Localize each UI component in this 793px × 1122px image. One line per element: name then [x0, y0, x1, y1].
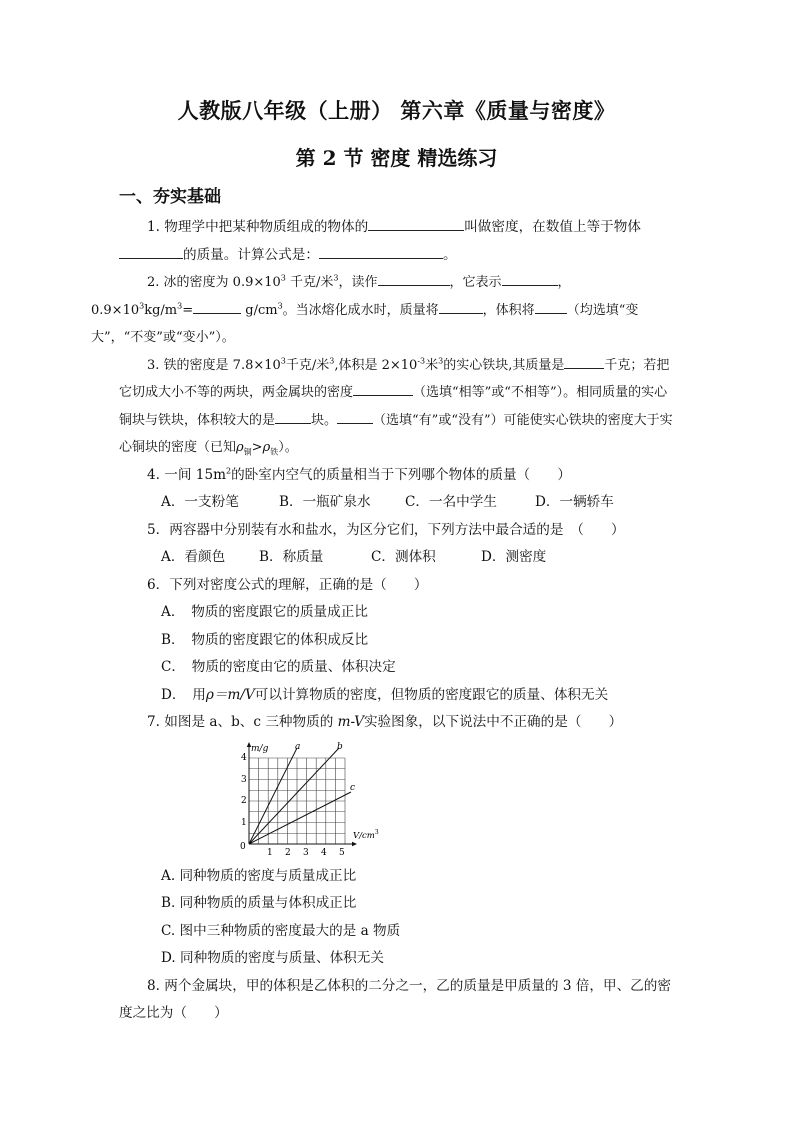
q3-text-b: 千克/米 [285, 357, 330, 373]
q3-text-j: ）。 [278, 440, 298, 455]
question-6 [119, 572, 679, 600]
q4-exp: 2 [226, 465, 232, 475]
q7-stem-a: 7. 如图是 a、b、c 三种物质的 [147, 714, 338, 730]
graph-origin: 0 [240, 841, 246, 852]
q5-options [119, 544, 679, 572]
graph-y-label: m/g [251, 743, 269, 754]
q7-option-b: B. 同种物质的质量与体积成正比 [161, 895, 357, 911]
q4-stem-a: 4. 一间 15m [147, 466, 226, 483]
q1-blank-2 [119, 244, 183, 259]
q2-blank-1 [378, 271, 450, 286]
q2-text-c: ，读作 [338, 275, 378, 290]
q3-exp-2: 3 [329, 356, 335, 366]
q2-text-i: g/cm [241, 302, 278, 318]
question-1 [119, 214, 679, 269]
question-8 [119, 973, 679, 1028]
question-3 [119, 352, 679, 462]
q6-option-a: A． 物质的密度跟它的质量成正比 [161, 604, 368, 620]
q2-text-b: 千克/米 [285, 275, 334, 290]
q3-text-e: 的实心铁块,其质量是 [443, 357, 565, 373]
q3-sub-copper: 铜 [243, 447, 252, 457]
q3-exp-3: -3 [417, 356, 426, 366]
q1-blank-1 [368, 216, 464, 231]
page-title: 人教版八年级（上册） 第六章《质量与密度》 [177, 98, 616, 123]
q3-sub-iron: 铁 [270, 447, 279, 457]
graph-y-tick-2: 2 [241, 795, 247, 806]
q2-text-a: 2. 冰的密度为 0.9×10 [147, 275, 281, 290]
graph-label-c: c [350, 782, 356, 793]
q3-text-f: 千克；若把它切成大小不等的两块，两金属块的密度 [119, 357, 670, 400]
q4-stem-b: 的卧室内空气的质量相当于下列哪个物体的质量（ ） [231, 466, 571, 483]
q2-text-e: ， [557, 275, 571, 290]
q6-option-d-text: 可以计算物质的密度，但物质的密度跟它的质量、体积无关 [254, 686, 609, 703]
q3-text-g: （选填“相等”或“不相等”）。相同质量的实心铜块与铁块，体积较大的是 [119, 385, 668, 428]
graph-x-tick-3: 3 [303, 847, 309, 858]
section-heading: 一、夯实基础 [119, 187, 221, 207]
q5-option-b: B．称质量 [259, 549, 324, 565]
q5-option-a: A．看颜色 [161, 549, 226, 565]
graph-y-tick-4: 4 [241, 752, 247, 763]
q4-option-d: D．一辆轿车 [535, 494, 614, 510]
q3-exp-4: 3 [438, 356, 444, 366]
q3-blank-2 [353, 381, 413, 396]
q5-stem: 5．两容器中分别装有水和盐水，为区分它们，下列方法中最合适的是 （ ） [147, 521, 625, 538]
graph-x-tick-4: 4 [321, 847, 327, 858]
q4-option-a: A．一支粉笔 [161, 494, 239, 510]
q5-option-d: D．测密度 [481, 549, 547, 565]
q2-exp-1: 3 [280, 273, 286, 283]
graph-x-tick-2: 2 [285, 847, 291, 858]
q4-option-b: B．一瓶矿泉水 [279, 494, 371, 510]
graph-line-c [249, 792, 351, 844]
q3-text-a: 3. 铁的密度是 7.8×10 [147, 357, 281, 373]
q1-text-a: 1. 物理学中把某种物质组成的物体的 [147, 219, 369, 235]
q1-text-d: 。 [442, 246, 457, 263]
graph-x-tick-5: 5 [339, 847, 345, 858]
q4-option-c: C．一名中学生 [405, 494, 497, 510]
q2-blank-3 [193, 299, 241, 314]
q3-text-i: （选填“有”或“没有”）可能使实心铁块的密度大于实心铜块的密度（已知 [119, 412, 673, 455]
q6-density-formula: ρ＝m/V [205, 686, 255, 703]
q1-blank-3 [319, 244, 443, 259]
q6-option-c: C． 物质的密度由它的质量、体积决定 [161, 659, 396, 675]
q2-exp-4: 3 [177, 301, 183, 311]
question-4 [119, 462, 679, 490]
q6-option-d [119, 682, 679, 710]
q3-text-h: 块。 [311, 412, 338, 428]
q2-blank-2 [502, 271, 558, 286]
q2-exp-5: 3 [277, 301, 283, 311]
q3-blank-4 [337, 409, 373, 424]
q2-text-g: kg/m [144, 302, 178, 318]
q7-stem-b: 实验图象，以下说法中不正确的是（ ） [363, 714, 623, 730]
q7-option-a: A. 同种物质的密度与质量成正比 [161, 867, 357, 884]
q6-option-b: B． 物质的密度跟它的体积成反比 [161, 631, 369, 648]
q3-greater-than: > [251, 440, 263, 455]
graph-label-b: b [337, 741, 343, 752]
q2-text-l: （均选填“变大”，“不变”或“变小”）。 [91, 302, 639, 345]
q6-stem: 6．下列对密度公式的理解，正确的是（ ） [147, 576, 428, 593]
q7-option-d: D. 同种物质的密度与质量、体积无关 [161, 950, 384, 966]
q3-text-c: ,体积是 2×10 [334, 357, 418, 373]
question-5 [119, 517, 679, 545]
q3-rho-copper: ρ [236, 440, 244, 455]
q8-stem: 8. 两个金属块，甲的体积是乙体积的二分之一，乙的质量是甲质量的 3 倍，甲、乙的密度之比为（ ） [119, 977, 671, 1021]
page-subtitle: 第 2 节 密度 精选练习 [295, 146, 498, 170]
q7-option-c: C. 图中三种物质的密度最大的是 a 物质 [161, 922, 401, 939]
q3-exp-1: 3 [280, 356, 286, 366]
graph-x-label-text: V/cm [353, 830, 375, 841]
q4-options [119, 489, 679, 517]
q3-text-d: 米 [425, 357, 439, 373]
q2-text-d: ，它表示 [449, 275, 502, 290]
q1-text-c: 的质量。计算公式是： [183, 246, 319, 263]
graph-y-tick-3: 3 [241, 774, 247, 785]
graph-label-a: a [295, 741, 301, 752]
graph-x-label-exp: 3 [374, 828, 379, 836]
q1-text-b: 叫做密度，在数值上等于物体 [464, 219, 641, 235]
q3-blank-1 [564, 354, 604, 369]
q7-stem-mv: m-V [337, 714, 364, 730]
q3-blank-3 [275, 409, 311, 424]
mv-graph [239, 741, 389, 859]
q2-text-k: ，体积将 [482, 302, 535, 318]
q2-exp-2: 3 [333, 273, 339, 283]
q2-exp-3: 3 [139, 301, 145, 311]
graph-line-a [249, 748, 297, 844]
q2-text-j: 。当冰熔化成水时，质量将 [282, 302, 439, 318]
graph-x-label [353, 829, 379, 841]
graph-y-tick-1: 1 [241, 817, 247, 828]
question-7 [119, 709, 679, 737]
q3-rho-iron: ρ [262, 440, 271, 455]
q2-blank-4 [439, 299, 483, 314]
graph-x-arrow [352, 841, 357, 845]
q2-blank-5 [535, 299, 567, 314]
q6-option-d-prefix: D． 用 [161, 686, 206, 703]
graph-x-tick-1: 1 [267, 847, 273, 858]
q5-option-c: C．测体积 [371, 549, 436, 565]
q2-text-f: 0.9×10 [91, 302, 140, 318]
graph-grid [249, 758, 345, 844]
q2-text-h: = [182, 302, 194, 318]
